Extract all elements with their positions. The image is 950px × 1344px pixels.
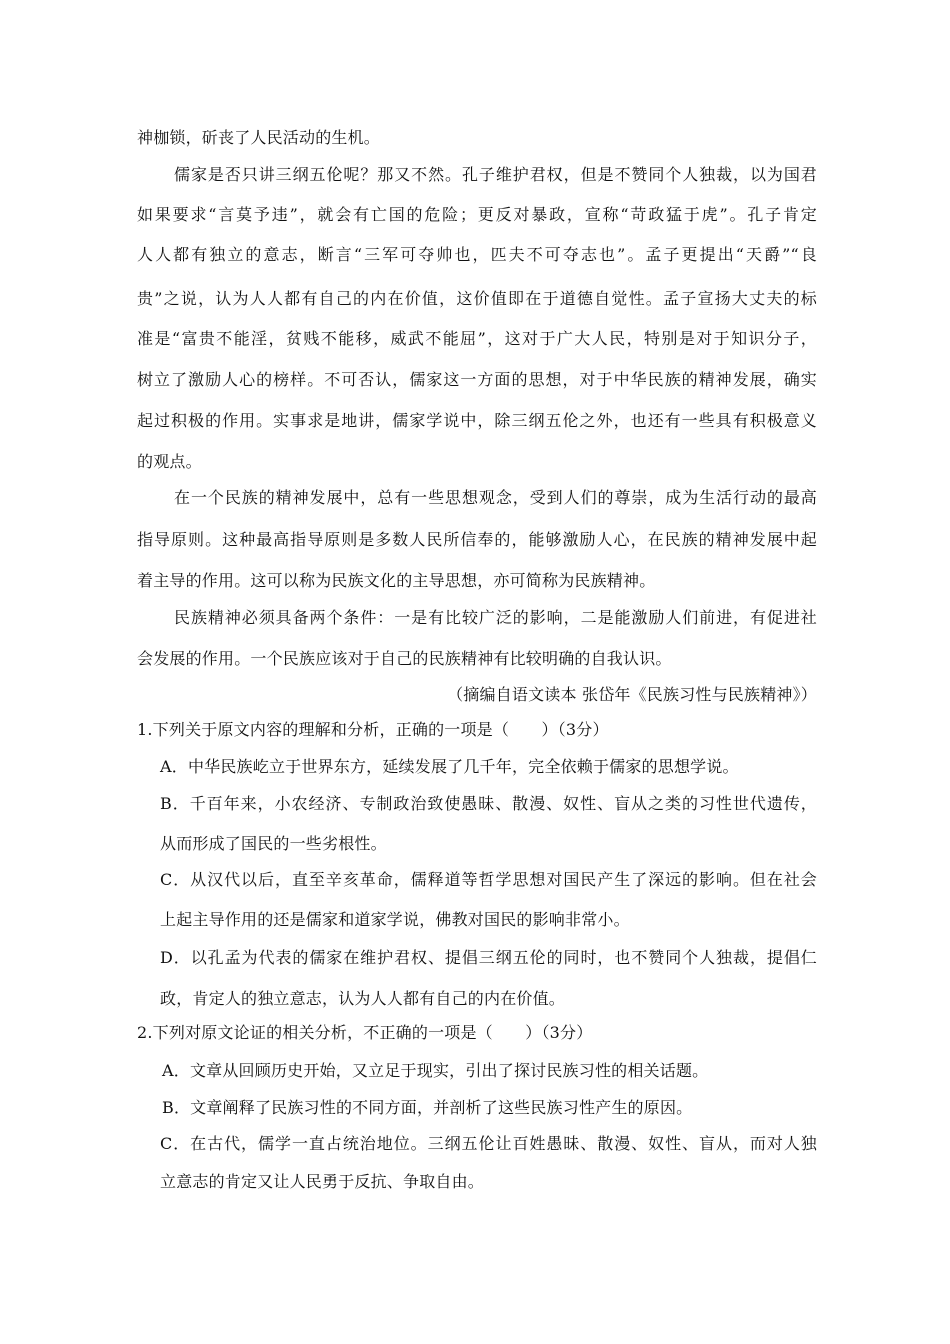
passage-line: 儒家是否只讲三纲五伦呢？那又不然。孔子维护君权，但是不赞同个人独裁，以为国君 — [174, 165, 817, 184]
passage-line: 贵”之说，认为人人都有自己的内在价值，这价值即在于道德自觉性。孟子宣扬大丈夫的标 — [137, 289, 817, 308]
passage-source: （摘编自语文读本 张岱年《民族习性与民族精神》） — [447, 685, 817, 704]
question-2-option-a: A．文章从回顾历史开始，又立足于现实，引出了探讨民族习性的相关话题。 — [162, 1061, 709, 1080]
passage-line: 在一个民族的精神发展中，总有一些思想观念，受到人们的尊崇，成为生活行动的最高 — [174, 488, 817, 507]
question-2-option-b: B．文章阐释了民族习性的不同方面，并剖析了这些民族习性产生的原因。 — [162, 1098, 693, 1117]
question-2-stem: 2.下列对原文论证的相关分析，不正确的一项是（ ）（3分） — [137, 1023, 593, 1042]
question-1-option-c: C．从汉代以后，直至辛亥革命，儒释道等哲学思想对国民产生了深远的影响。但在社会 — [160, 870, 817, 889]
question-2-option-c-cont: 立意志的肯定又让人民勇于反抗、争取自由。 — [160, 1172, 485, 1191]
passage-line: 人人都有独立的意志，断言“三军可夺帅也，匹夫不可夺志也”。孟子更提出“天爵”“良 — [137, 245, 817, 264]
passage-line: 民族精神必须具备两个条件：一是有比较广泛的影响，二是能激励人们前进，有促进社 — [174, 608, 817, 627]
question-1-option-a: A．中华民族屹立于世界东方，延续发展了几千年，完全依赖于儒家的思想学说。 — [160, 757, 739, 776]
question-1-stem: 1.下列关于原文内容的理解和分析，正确的一项是（ ）（3分） — [137, 720, 609, 739]
question-1-option-d-cont: 政，肯定人的独立意志，认为人人都有自己的内在价值。 — [160, 989, 566, 1008]
question-1-option-b-cont: 从而形成了国民的一些劣根性。 — [160, 834, 387, 853]
passage-line: 神枷锁，斫丧了人民活动的生机。 — [137, 128, 381, 147]
question-2-option-c: C．在古代，儒学一直占统治地位。三纲五伦让百姓愚昧、散漫、奴性、盲从，而对人独 — [160, 1134, 817, 1153]
passage-line: 指导原则。这种最高指导原则是多数人民所信奉的，能够激励人心，在民族的精神发展中起 — [137, 530, 817, 549]
question-1-option-d: D．以孔孟为代表的儒家在维护君权、提倡三纲五伦的同时，也不赞同个人独裁，提倡仁 — [160, 948, 817, 967]
passage-line: 树立了激励人心的榜样。不可否认，儒家这一方面的思想，对于中华民族的精神发展，确实 — [137, 370, 817, 389]
passage-line: 会发展的作用。一个民族应该对于自己的民族精神有比较明确的自我认识。 — [137, 649, 672, 668]
passage-line: 起过积极的作用。实事求是地讲，儒家学说中，除三纲五伦之外，也还有一些具有积极意义 — [137, 411, 817, 430]
passage-line: 着主导的作用。这可以称为民族文化的主导思想，亦可简称为民族精神。 — [137, 571, 656, 590]
passage-line: 的观点。 — [137, 452, 202, 471]
question-1-option-b: B．千百年来，小农经济、专制政治致使愚昧、散漫、奴性、盲从之类的习性世代遗传， — [160, 794, 817, 813]
passage-line: 如果要求“言莫予违”，就会有亡国的危险；更反对暴政，宣称“苛政猛于虎”。孔子肯定 — [137, 205, 817, 224]
passage-line: 准是“富贵不能淫，贫贱不能移，威武不能屈”，这对于广大人民，特别是对于知识分子， — [137, 329, 817, 348]
question-1-option-c-cont: 上起主导作用的还是儒家和道家学说，佛教对国民的影响非常小。 — [160, 910, 630, 929]
